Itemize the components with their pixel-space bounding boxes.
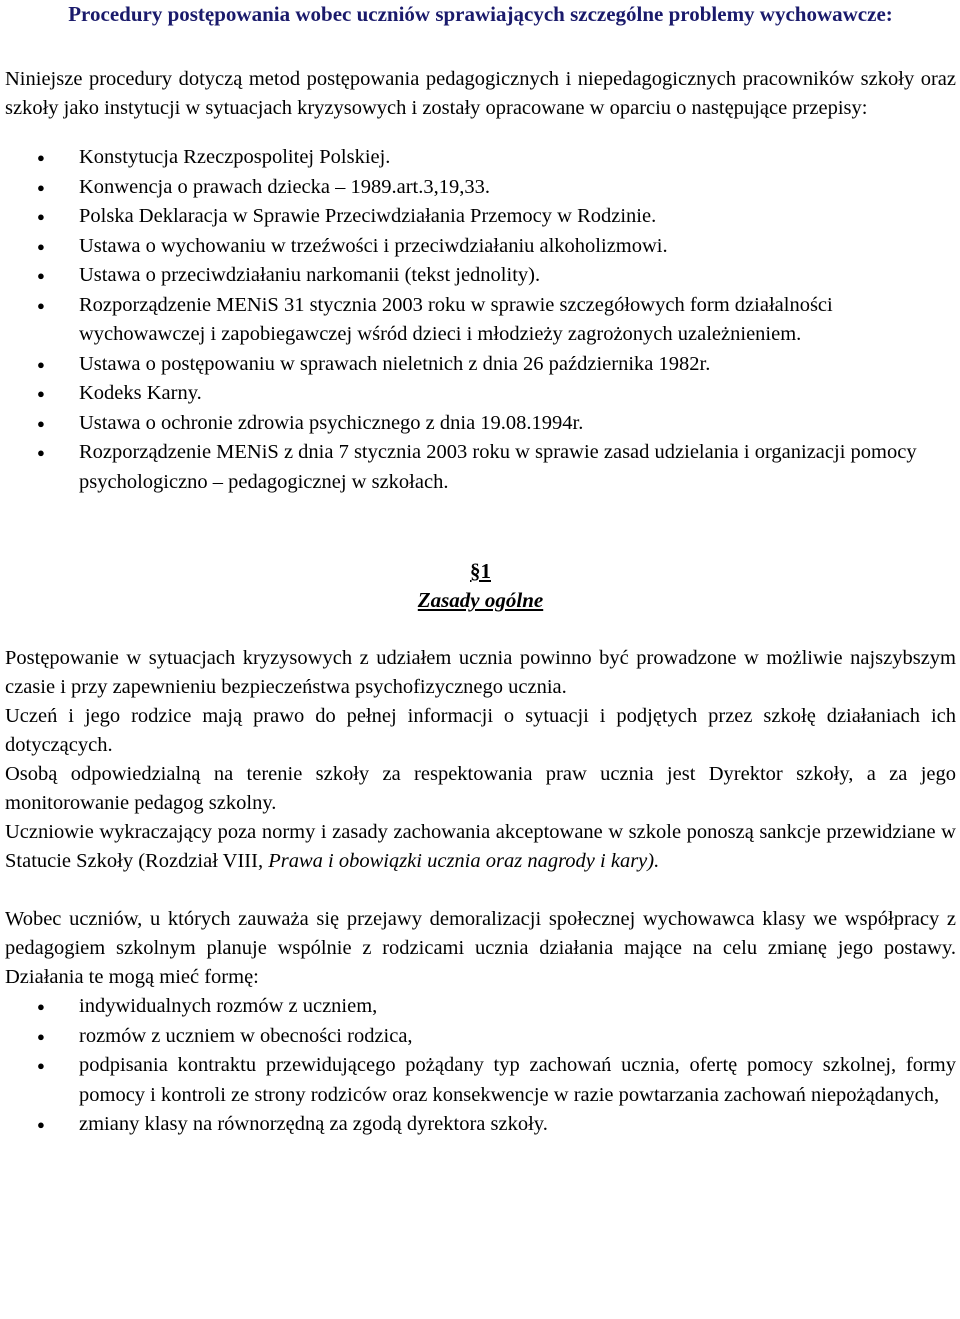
reference-text: Ustawa o postępowaniu w sprawach nieletnich z dnia 26 października 1982r. <box>79 352 711 375</box>
list-item <box>5 232 956 262</box>
section-paragraph: Osobą odpowiedzialną na terenie szkoły za respektowania praw ucznia jest Dyrektor szkoły, a za jego monitorowanie pedagog szkolny. <box>5 763 956 814</box>
section-paragraph: Uczeń i jego rodzice mają prawo do pełnej informacji o sytuacji i podjętych przez szkołę działaniach ich dotyczących. <box>5 705 956 756</box>
list-item <box>5 261 956 291</box>
reference-text: Polska Deklaracja w Sprawie Przeciwdziałania Przemocy w Rodzinie. <box>79 205 657 227</box>
document-title: Procedury postępowania wobec uczniów sprawiających szczególne problemy wychowawcze: <box>68 2 893 26</box>
bullet-icon: ● <box>37 179 45 195</box>
reference-text: Rozporządzenie MENiS 31 stycznia 2003 roku w sprawie szczegółowych form działalności wychowawczej i zapobiegawczej wśród dzieci i młodzieży zagrożonych uzależnieniem. <box>79 293 833 345</box>
section-paragraph: Postępowanie w sytuacjach kryzysowych z udziałem ucznia powinno być prowadzone w możliwie najszybszym czasie i przy zapewnieniu bezpieczeństwa psychofizycznego ucznia. <box>5 647 956 698</box>
intro-paragraph: Niniejsze procedury dotyczą metod postępowania pedagogicznych i niepedagogicznych pracowników szkoły oraz szkoły jako instytucji w sytuacjach kryzysowych i zostały opracowane w oparciu o następujące przepisy: <box>5 68 956 119</box>
list-item <box>5 350 956 380</box>
reference-text: Ustawa o przeciwdziałaniu narkomanii (tekst jednolity). <box>79 264 541 286</box>
action-forms-list <box>5 992 956 1140</box>
list-item <box>5 1051 956 1110</box>
reference-text: Konstytucja Rzeczpospolitej Polskiej. <box>79 146 391 168</box>
section-title: Zasady ogólne <box>417 588 544 612</box>
list-item <box>5 379 956 409</box>
sanctions-paragraph <box>5 818 956 876</box>
reference-text: Konwencja o prawach dziecka – 1989.art.3,19,33. <box>79 175 490 198</box>
section-number: §1 <box>470 559 491 583</box>
bullet-icon: ● <box>37 445 45 460</box>
bullet-icon: ● <box>37 356 45 372</box>
sanctions-text: Uczniowie wykraczający poza normy i zasady zachowania akceptowane w szkole ponoszą sankcje przewidziane w Statucie Szkoły (Rozdział VIII, <box>5 821 956 872</box>
reference-text: Rozporządzenie MENiS z dnia 7 stycznia 2003 roku w sprawie zasad udzielania i organizacji pomocy psychologiczno – pedagogicznej w szkołach. <box>79 441 917 493</box>
list-item <box>5 992 956 1022</box>
bullet-icon: ● <box>37 268 45 283</box>
list-item <box>5 173 956 203</box>
reference-text: Kodeks Karny. <box>79 382 202 404</box>
sanctions-italic: Prawa i obowiązki ucznia oraz nagrody i kary). <box>268 850 660 872</box>
form-text: zmiany klasy na równorzędną za zgodą dyrektora szkoły. <box>79 1113 548 1135</box>
list-item <box>5 438 956 497</box>
list-item <box>5 1110 956 1140</box>
list-item <box>5 1022 956 1052</box>
demoralization-paragraph: Wobec uczniów, u których zauważa się przejawy demoralizacji społecznej wychowawca klasy we współpracy z pedagogiem szkolnym planuje wspólnie z rodzicami ucznia działania mające na celu zmianę jego postawy. Działania te mogą mieć formę: <box>5 908 956 988</box>
bullet-icon: ● <box>37 1028 45 1044</box>
bullet-icon: ● <box>37 999 45 1014</box>
document-page <box>5 0 956 1140</box>
references-list <box>5 143 956 497</box>
reference-text: Ustawa o ochronie zdrowia psychicznego z dnia 19.08.1994r. <box>79 411 584 434</box>
reference-text: Ustawa o wychowaniu w trzeźwości i przeciwdziałaniu alkoholizmowi. <box>79 234 668 257</box>
bullet-icon: ● <box>37 209 45 224</box>
list-item <box>5 143 956 173</box>
form-text: rozmów z uczniem w obecności rodzica, <box>79 1024 413 1047</box>
list-item <box>5 291 956 350</box>
form-text: indywidualnych rozmów z uczniem, <box>79 995 378 1017</box>
bullet-icon: ● <box>37 1058 45 1073</box>
list-item <box>5 409 956 439</box>
bullet-icon: ● <box>37 415 45 431</box>
bullet-icon: ● <box>37 238 45 254</box>
bullet-icon: ● <box>37 297 45 313</box>
bullet-icon: ● <box>37 150 45 165</box>
list-item <box>5 202 956 232</box>
bullet-icon: ● <box>37 1117 45 1132</box>
form-text: podpisania kontraktu przewidującego pożądany typ zachowań ucznia, ofertę pomocy szkolnej, formy pomocy i kontroli ze strony rodziców oraz konsekwencje w razie powtarzania zachowań niepożądanych, <box>79 1054 956 1106</box>
bullet-icon: ● <box>37 386 45 401</box>
